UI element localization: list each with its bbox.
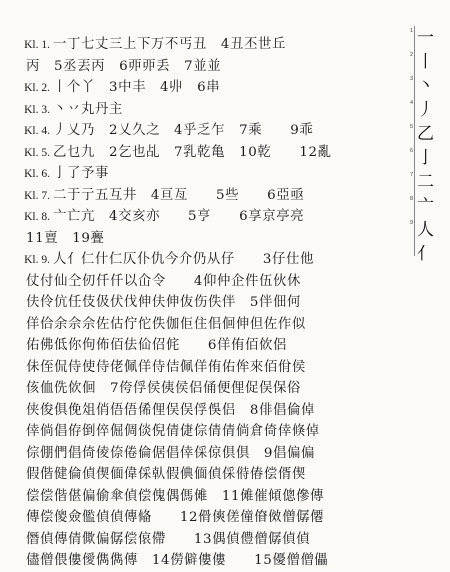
sidebar-radical	[410, 146, 444, 170]
sidebar-radical-number: 6	[410, 148, 414, 154]
text-line	[12, 249, 400, 271]
class-label: Kl. 1.	[24, 39, 50, 51]
text-line	[12, 486, 400, 508]
text-line	[12, 271, 400, 293]
sidebar-radical	[410, 218, 444, 264]
text-line	[12, 378, 400, 400]
sidebar-radical-char: 乙	[417, 124, 434, 144]
character-list: 儘僧偎僂僾儁儁傳 14僗僻僂僂 15優僧僧儡	[26, 553, 329, 568]
sidebar-radical-number: 8	[410, 196, 414, 202]
text-line	[12, 550, 400, 572]
class-label: Kl. 3.	[24, 103, 50, 116]
sidebar-radical-number: 9	[410, 220, 414, 226]
sidebar-radical	[410, 26, 444, 50]
sidebar-radical	[410, 50, 444, 74]
sidebar-radical-number: 4	[410, 100, 414, 106]
text-line	[12, 34, 400, 56]
text-line	[12, 464, 400, 486]
class-label: Kl. 8.	[24, 211, 50, 223]
sidebar-radical	[410, 122, 444, 146]
class-label: Kl. 6.	[24, 168, 50, 180]
character-list: 仗付仙仝仞仟仟以仚令 4仰仲企件伍伙休	[26, 273, 301, 289]
text-line	[12, 443, 400, 465]
text-line	[12, 185, 400, 207]
character-list: 丙 5丞丟丙 6丣丣丢 7並並	[26, 58, 222, 74]
sidebar-radical-number: 5	[410, 124, 414, 130]
character-list: 倧倗們倡倚倰倷倦倫倨倡倖倸倞倶倶 9倡偏偏	[26, 445, 315, 461]
character-list: 丨个丫 3中丰 4丱 6串	[53, 80, 221, 95]
text-line	[12, 335, 400, 357]
sidebar-radical-char: 人亻	[417, 220, 434, 264]
radical-index-table	[12, 34, 400, 572]
sidebar-radical-char: 丶	[417, 76, 434, 96]
sidebar-radical-char: 一	[417, 28, 434, 48]
text-line	[12, 56, 400, 78]
character-list: 人亻仁什仁仄仆仇今介仍从仔 3仔仕他	[53, 252, 314, 267]
character-list: 僭偵傳倩僛偏僝偿偯僀 13偶偵僼僧僝偵偵	[26, 531, 311, 547]
sidebar-radical-number: 7	[410, 172, 414, 178]
sidebar-radical-char: 二	[417, 172, 434, 192]
radical-sidebar	[410, 26, 444, 264]
sidebar-radical	[410, 170, 444, 194]
text-line	[12, 99, 400, 121]
character-list: 11亶 19亹	[26, 230, 105, 246]
character-list: 二于亍五互井 4亘亙 5些 6亞亟	[53, 187, 305, 203]
class-label: Kl. 2.	[24, 82, 50, 94]
text-line	[12, 529, 400, 551]
character-list: 伕伶伉任伎伋伏伐伸伕伸伖伤佚伴 5伴佃何	[26, 295, 301, 310]
text-line	[12, 421, 400, 443]
class-label: Kl. 5.	[24, 146, 50, 159]
text-line	[12, 292, 400, 314]
character-list: 偿偿偕偡偏偷傘偵偿傀偶傌傩 11傩催傾傯傪傳	[26, 488, 325, 504]
sidebar-radical	[410, 98, 444, 122]
text-line	[12, 206, 400, 228]
class-label: Kl. 9.	[24, 254, 50, 266]
text-line	[12, 314, 400, 336]
character-list: 丿乂乃 2乂久之 4乎乏乍 7乘 9乖	[53, 123, 314, 138]
text-line	[12, 77, 400, 99]
character-list: 侠俊俱俛俎俏俉俉俙俚俣俣俘俁侣 8俳倡倫倬	[26, 402, 315, 418]
character-list: 亅了予事	[53, 166, 109, 181]
character-list: 佯佮余佘佘佐估佇佗佚伽佢住佀佪伸但佐作似	[26, 316, 306, 332]
class-label: Kl. 4.	[24, 125, 50, 137]
text-line	[12, 163, 400, 185]
sidebar-radical-char: 亠	[417, 196, 434, 216]
character-list: 乙乜九 2乞也乩 7乳乾亀 10乾 12亂	[53, 144, 332, 160]
text-line	[12, 228, 400, 250]
text-line	[12, 400, 400, 422]
sidebar-radical	[410, 74, 444, 98]
sidebar-radical-number: 2	[410, 52, 414, 58]
character-list: 佑佛低你佝佈佰佉佡佋侂 6佯侑佰佽侶	[26, 338, 287, 353]
text-line	[12, 120, 400, 142]
character-list: 侅侐侁佽佪 7侉俘侯侇侯侣俑便俚促俣保俗	[26, 381, 301, 396]
sidebar-radical-number: 3	[410, 76, 414, 82]
class-label: Kl. 7.	[24, 189, 50, 202]
character-list: 倖倘倡侟倒倅倔倜倓倪倩倢倧倩倩倘倉倚倖倏倬	[26, 424, 320, 439]
text-line	[12, 357, 400, 379]
character-list: 傳偿傻僉儖偵偵傳偹 12傦傸傞僮傄傚僧僝僊	[26, 510, 325, 525]
text-line	[12, 507, 400, 529]
sidebar-radical-number: 1	[410, 28, 414, 34]
sidebar-radical-char: 丿	[417, 100, 434, 120]
character-list: 假偕健倫偵偰偭偉倸倝假倎偭偵倸偫偆偿偦偰	[26, 467, 306, 482]
character-list: 丶丷丸丹主	[53, 101, 123, 117]
sidebar-radical-char: 亅	[417, 148, 434, 168]
sidebar-radical-char: 丨	[417, 52, 434, 72]
text-line	[12, 142, 400, 164]
character-list: 佅侄侃侍使侍佬佩佯侍佶佩佯侑佑侔來佰佾侯	[26, 359, 306, 375]
character-list: 一丁七丈三上下万不丐丑 4丑丕世丘	[53, 37, 286, 52]
sidebar-radical	[410, 194, 444, 218]
character-list: 亠亡亢 4交亥亦 5亨 6享京亭亮	[53, 209, 305, 224]
